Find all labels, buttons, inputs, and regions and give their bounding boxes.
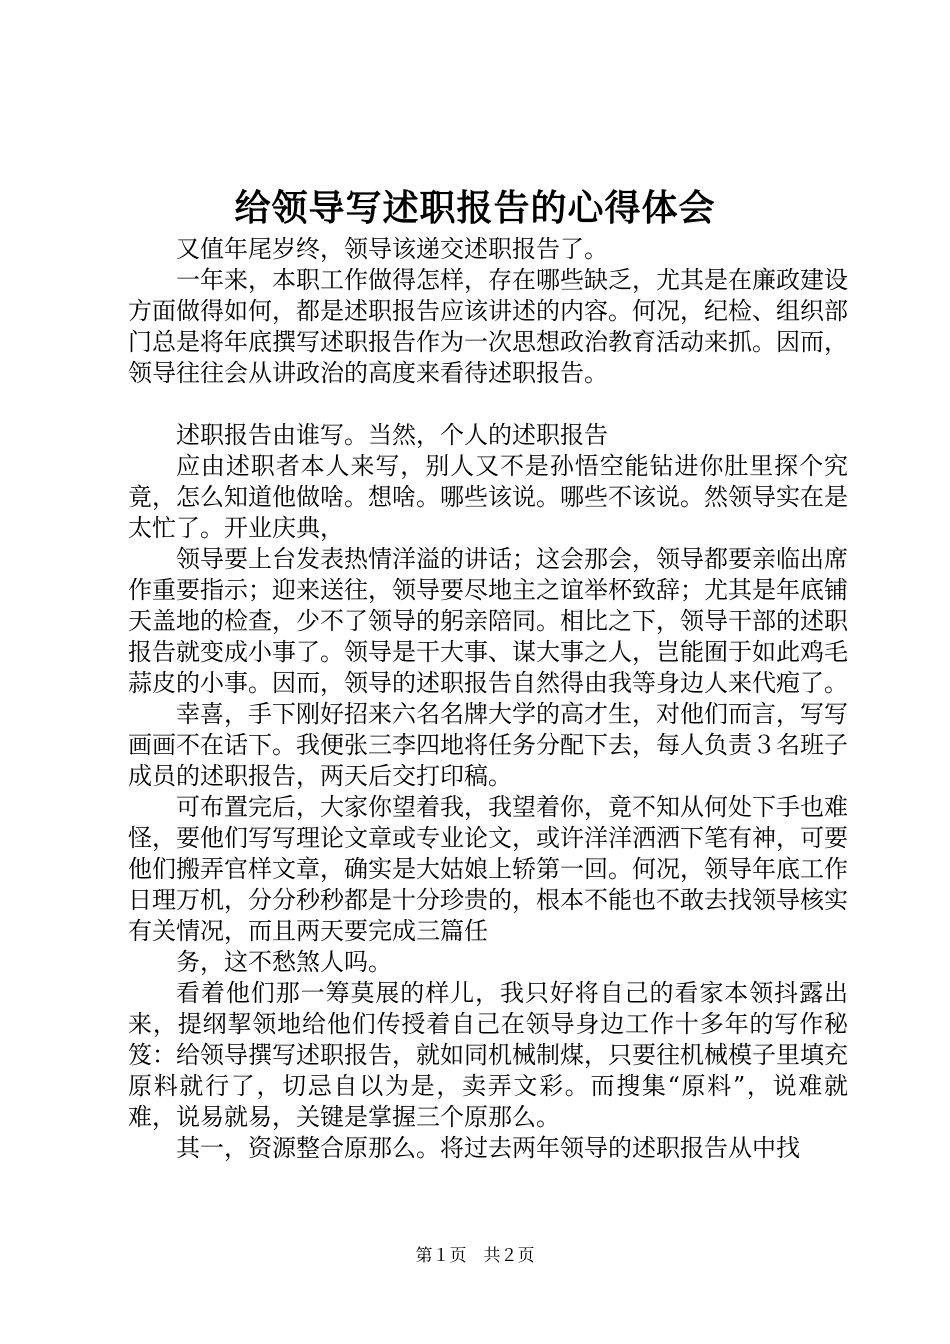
paragraph: 领导要上台发表热情洋溢的讲话；这会那会，领导都要亲临出席作重要指示；迎来送往，领导要尽地主之谊举杯致辞；尤其是年底铺天盖地的检查，少不了领导的躬亲陪同。相比之下，领导干部的述职报告就变成小事了。领导是干大事、谋大事之人，岂能囿于如此鸡毛蒜皮的小事。因而，领导的述职报告自然得由我等身边人来代疱了。	[128, 545, 848, 697]
paragraph: 述职报告由谁写。当然，个人的述职报告	[176, 421, 608, 449]
paragraph: 务，这不愁煞人吗。	[176, 948, 392, 976]
paragraph: 看着他们那一筹莫展的样儿，我只好将自己的看家本领抖露出来，提纲挈领地给他们传授着自己在领导身边工作十多年的写作秘笈：给领导撰写述职报告，就如同机械制煤，只要往机械模子里填充原料就行了，切忌自以为是，卖弄文彩。而搜集“原料”，说难就难，说易就易，关键是掌握三个原那么。	[128, 979, 848, 1131]
paragraph: 其一，资源整合原那么。将过去两年领导的述职报告从中找	[176, 1134, 800, 1162]
page-number: 第１页 共２页	[415, 1246, 535, 1266]
paragraph: 应由述职者本人来写，别人又不是孙悟空能钻进你肚里探个究竟，怎么知道他做啥。想啥。哪些该说。哪些不该说。然领导实在是太忙了。开业庆典，	[128, 452, 848, 542]
paragraph: 又值年尾岁终，领导该递交述职报告了。	[176, 235, 608, 263]
document-body	[128, 234, 848, 1164]
document-title: 给领导写述职报告的心得体会	[234, 187, 716, 229]
paragraph: 一年来，本职工作做得怎样，存在哪些缺乏，尤其是在廉政建设方面做得如何，都是述职报告应该讲述的内容。何况，纪检、组织部门总是将年底撰写述职报告作为一次思想政治教育活动来抓。因而，领导往往会从讲政治的高度来看待述职报告。	[128, 266, 848, 387]
paragraph: 可布置完后，大家你望着我，我望着你，竟不知从何处下手也难怪，要他们写写理论文章或专业论文，或许洋洋洒洒下笔有神，可要他们搬弄官样文章，确实是大姑娘上轿第一回。何况，领导年底工作日理万机，分分秒秒都是十分珍贵的，根本不能也不敢去找领导核实有关情况，而且两天要完成三篇任	[128, 793, 848, 945]
paragraph: 幸喜，手下刚好招来六名名牌大学的高才生，对他们而言，写写画画不在话下。我便张三李四地将任务分配下去，每人负责３名班子成员的述职报告，两天后交打印稿。	[128, 700, 848, 790]
